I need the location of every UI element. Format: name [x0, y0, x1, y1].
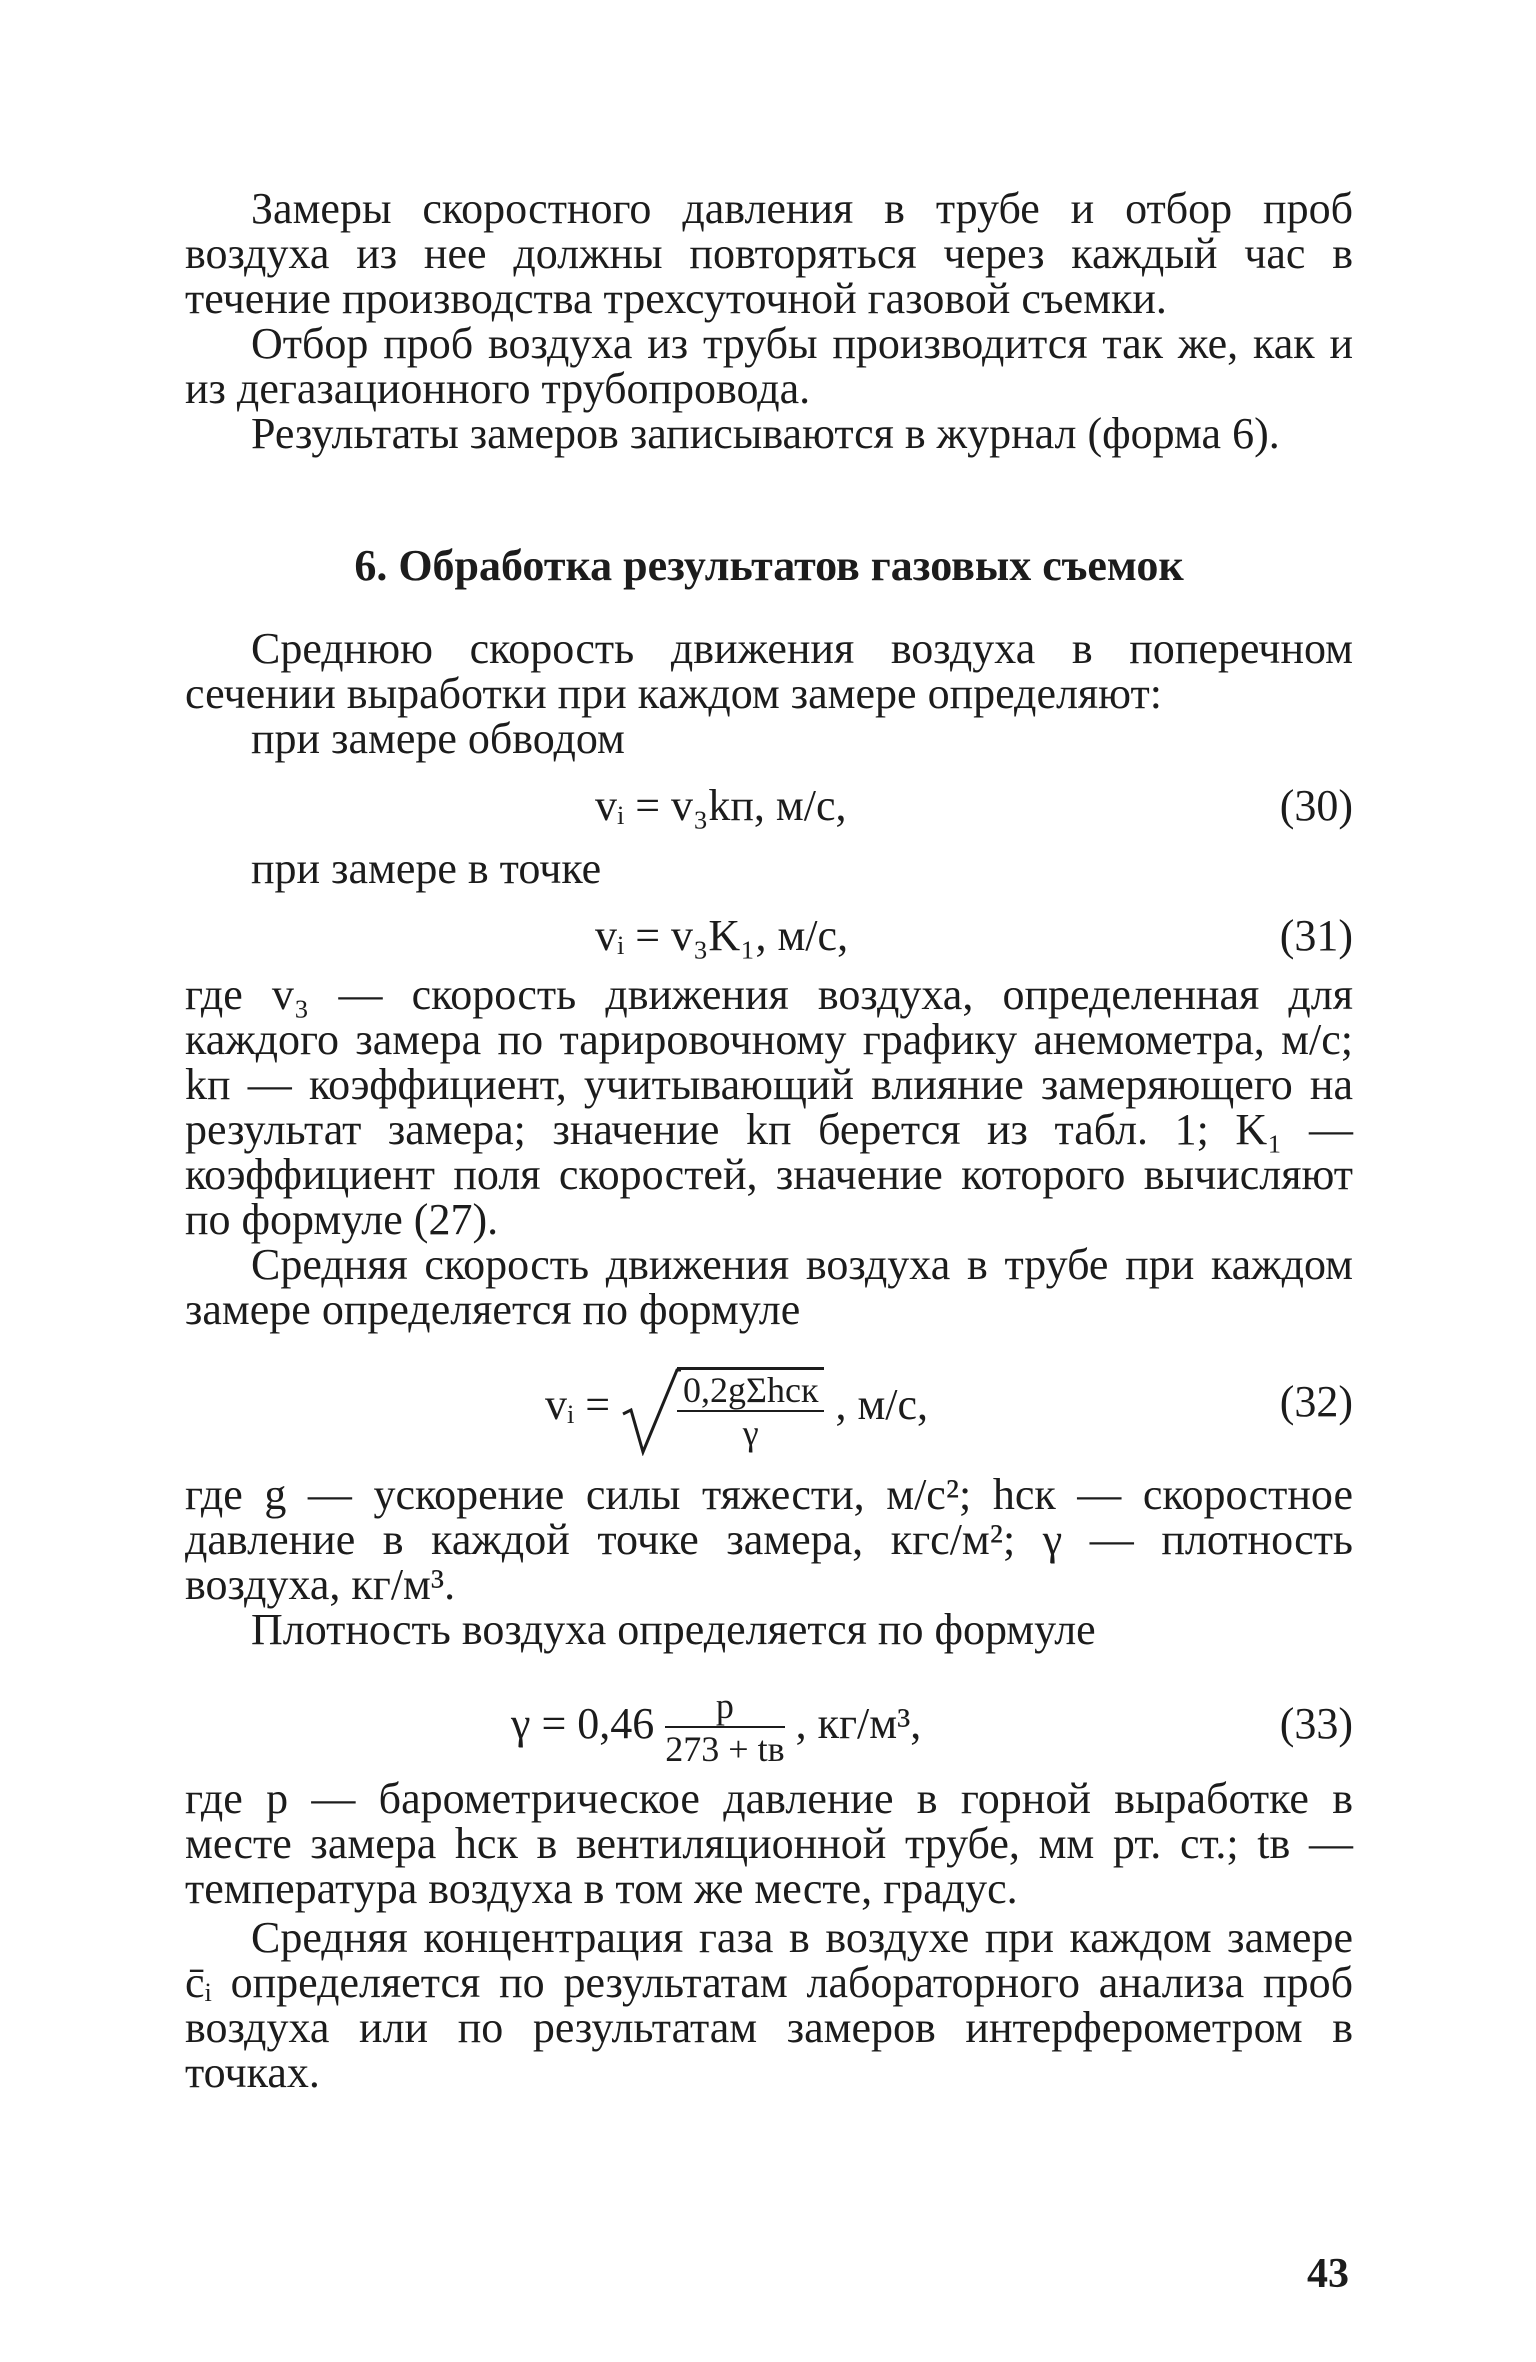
paragraph-definitions-32: где g — ускорение силы тяжести, м/с²; hск — скоростное давление в каждой точке замера, кгс/м²; γ — плотность воздуха, кг/м³.	[185, 1470, 1353, 1609]
equation-32-unit: , м/с,	[835, 1380, 929, 1429]
paragraph-definitions-33: где p — барометрическое давление в горной выработке в месте замера hск в вентиляционной трубе, мм рт. ст.; tв — температура воздуха в том же месте, градус.	[185, 1774, 1353, 1913]
equation-32-numerator: 0,2gΣhск	[677, 1370, 824, 1412]
paragraph-definitions-31: где v₃ — скорость движения воздуха, определенная для каждого замера по тарировочному графику анемометра, м/с; kп — коэффициент, учитывающий влияние замеряющего на результат замера; значение kп берется из табл. 1; K₁ — коэффициент поля скоростей, значение которого вычисляют по формуле (27).	[185, 970, 1353, 1244]
text-block-definitions	[185, 972, 1353, 1332]
equation-33-numerator: p	[665, 1686, 784, 1728]
paragraph-point: при замере в точке	[251, 844, 602, 893]
equation-32-body	[545, 1360, 928, 1456]
page-number: 43	[1307, 2251, 1349, 2297]
equation-32	[185, 1350, 1353, 1460]
equation-33	[185, 1676, 1353, 1772]
equation-31-expression: vᵢ = v₃K₁, м/с,	[595, 911, 849, 960]
equation-30-expression: vᵢ = v₃kп, м/с,	[595, 781, 847, 830]
equation-30	[185, 776, 1353, 836]
text-block-gravity	[185, 1472, 1353, 1652]
text-block-point	[185, 846, 1353, 891]
equation-32-number: (32)	[1279, 1377, 1353, 1426]
equation-30-number: (30)	[1279, 781, 1353, 830]
equation-32-lhs: vᵢ =	[545, 1380, 611, 1429]
equation-32-fraction	[677, 1367, 824, 1454]
paragraph-measurements: Замеры скоростного давления в трубе и отбор проб воздуха из нее должны повторяться через каждый час в течение производства трехсуточной газовой съемки.	[185, 184, 1353, 323]
paragraph-air-density: Плотность воздуха определяется по формуле	[251, 1605, 1096, 1654]
paragraph-average-speed: Среднюю скорость движения воздуха в поперечном сечении выработки при каждом замере определяют:	[185, 624, 1353, 718]
paragraph-pipe-speed: Средняя скорость движения воздуха в трубе при каждом замере определяется по формуле	[185, 1240, 1353, 1334]
equation-33-unit: , кг/м³,	[795, 1699, 922, 1748]
equation-32-denominator: γ	[742, 1413, 759, 1454]
equation-31-number: (31)	[1279, 911, 1353, 960]
paragraph-bypass: при замере обводом	[251, 714, 625, 763]
equation-33-number: (33)	[1279, 1699, 1353, 1748]
equation-33-denominator: 273 + tв	[665, 1728, 785, 1769]
text-block-intro	[185, 626, 1353, 761]
paragraph-gas-concentration: Средняя концентрация газа в воздухе при каждом замере c̄ᵢ определяется по результатам лабораторного анализа проб воздуха или по результатам замеров интерферометром в точках.	[185, 1913, 1353, 2097]
section-heading-block	[185, 542, 1353, 590]
equation-33-body	[511, 1680, 921, 1770]
text-block-bottom	[185, 1776, 1353, 2095]
text-block-top	[185, 186, 1353, 456]
section-heading: 6. Обработка результатов газовых съемок	[354, 541, 1184, 590]
square-root-sign	[621, 1362, 824, 1456]
radical-icon	[621, 1366, 681, 1456]
equation-33-lhs: γ = 0,46	[511, 1699, 655, 1748]
equation-31	[185, 906, 1353, 966]
paragraph-sampling: Отбор проб воздуха из трубы производится так же, как и из дегазационного трубопровода.	[185, 319, 1353, 413]
equation-33-fraction	[665, 1686, 784, 1770]
paragraph-results: Результаты замеров записываются в журнал (форма 6).	[251, 409, 1280, 458]
